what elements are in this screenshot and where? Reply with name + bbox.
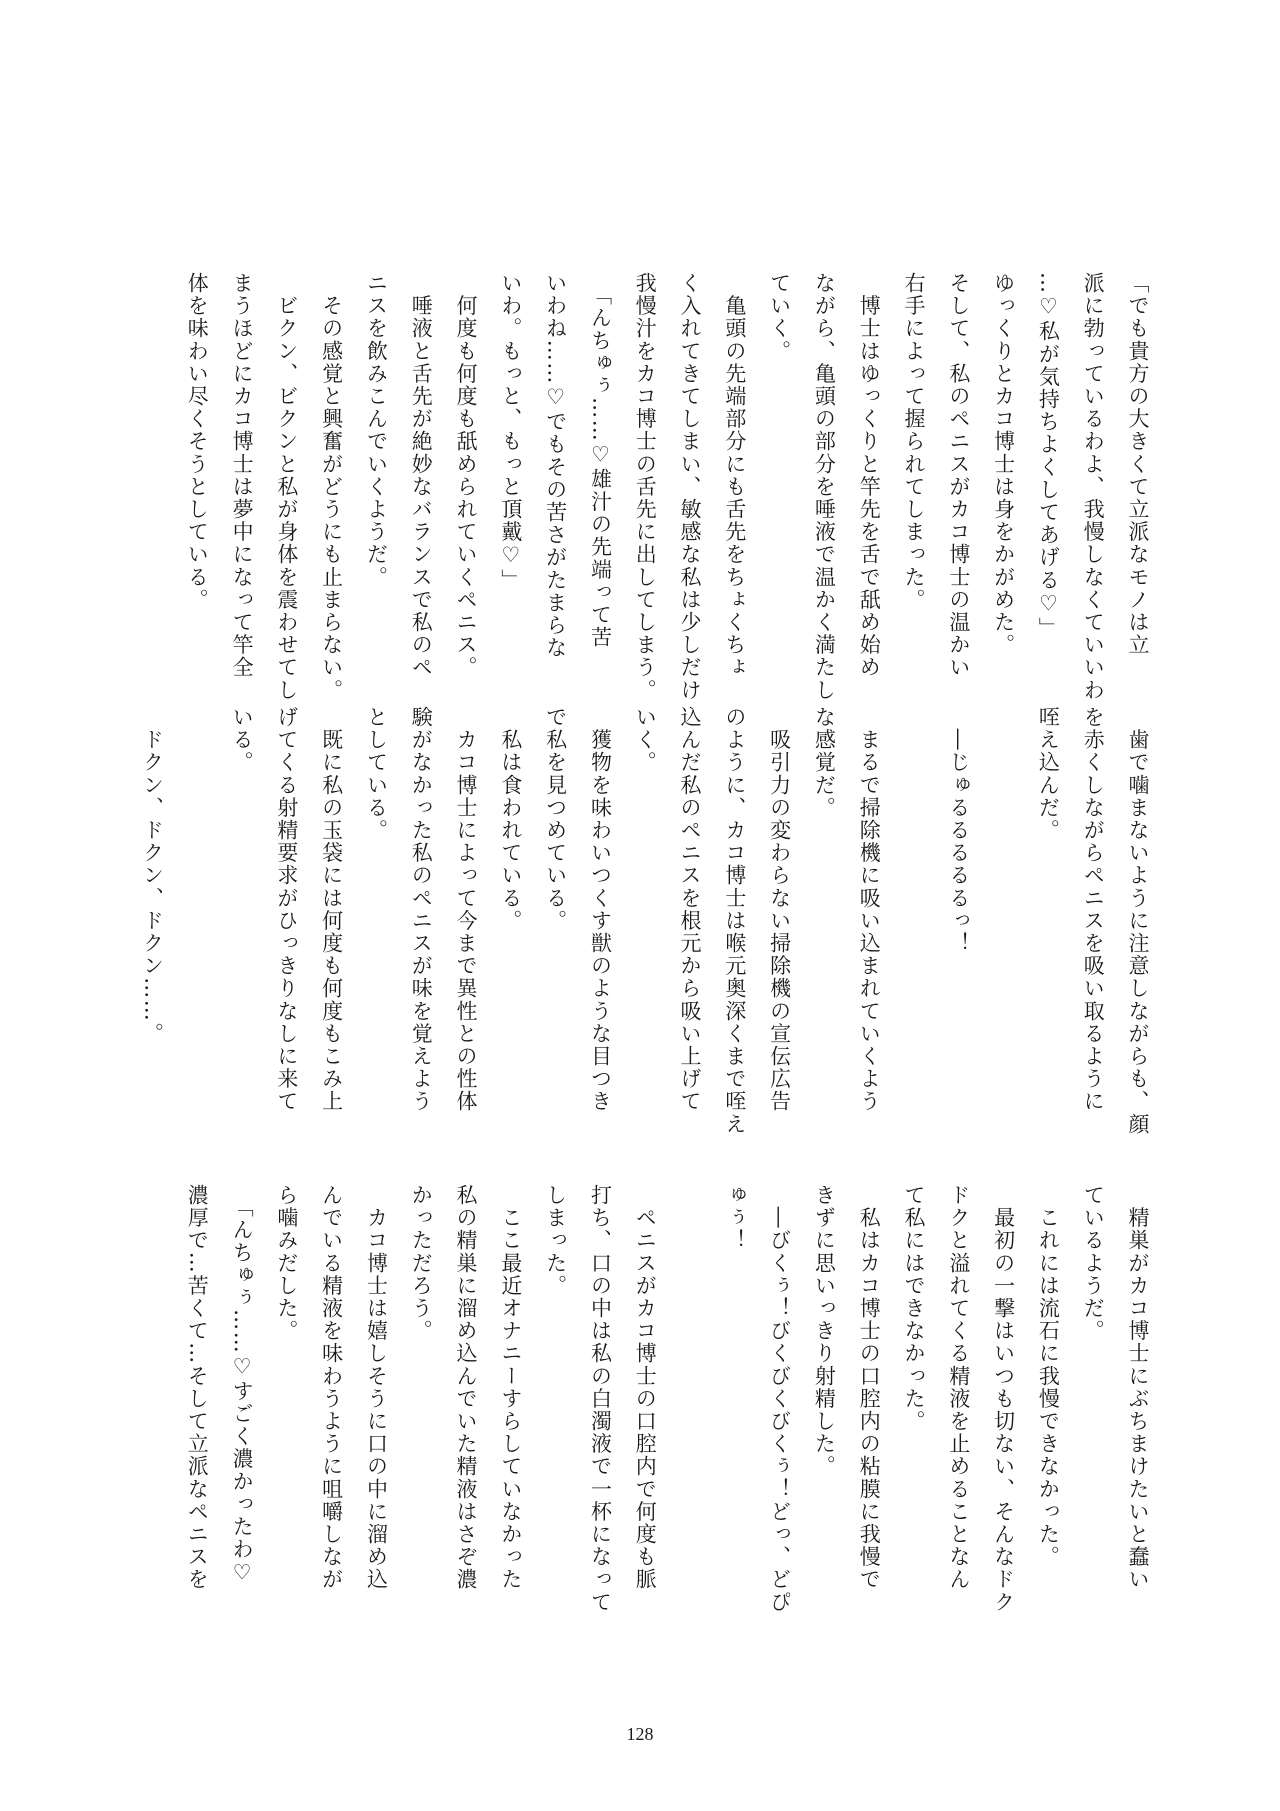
text-line: 打ち、口の中は私の白濁液で一杯になって: [588, 1184, 613, 1614]
text-line: ら噛みだした。: [274, 1184, 299, 1343]
text-line: げてくる射精要求がひっきりなしに来て: [274, 706, 299, 1113]
text-block-middle: [140, 706, 1160, 1136]
text-line: を赤くしながらペニスを吸い取るように: [1081, 706, 1106, 1113]
text-line: のように、カコ博士は喉元奥深くまで咥え: [722, 706, 747, 1136]
text-line: いわ。もっと、もっと頂戴♡」: [498, 272, 523, 592]
text-line: 体を味わい尽くそうとしている。: [185, 272, 210, 611]
text-line: 最初の一撃はいつも切ない、そんなドク: [991, 1184, 1016, 1614]
text-line: ているようだ。: [1081, 1184, 1106, 1343]
text-line: 「でも貴方の大きくて立派なモノは立: [1126, 272, 1150, 657]
text-line: 私の精巣に溜め込んでいた精液はさぞ濃: [454, 1184, 479, 1591]
text-line: んでいる精液を味わうように咀嚼しなが: [319, 1184, 344, 1591]
text-line: いく。: [633, 706, 658, 774]
text-line: 咥え込んだ。: [1036, 706, 1061, 842]
text-line: まるで掃除機に吸い込まれていくよう: [857, 706, 882, 1113]
text-line: ゅぅ！: [722, 1184, 747, 1252]
text-line: で私を見つめている。: [543, 706, 568, 932]
text-line: 歯で噛まないように注意しながらも、顔: [1126, 706, 1150, 1136]
text-line: く入れてきてしまい、敏感な私は少しだけ: [678, 272, 703, 702]
text-line: きずに思いっきり射精した。: [812, 1184, 837, 1478]
text-line: 既に私の玉袋には何度も何度もこみ上: [319, 706, 344, 1113]
text-line: その感覚と興奮がどうにも止まらない。: [319, 272, 344, 702]
text-line: [981, 706, 1026, 1126]
page-number: 128: [626, 1724, 654, 1744]
text-line: ―びくぅ！びくびくびくぅ！どっ、どぴ: [767, 1184, 792, 1614]
text-line: 「んちゅぅ……♡すごく濃かったわ♡: [230, 1184, 255, 1587]
text-line: 精巣がカコ博士にぶちまけたいと蠢い: [1126, 1184, 1150, 1591]
text-line: 込んだ私のペニスを根元から吸い上げて: [678, 706, 703, 1113]
text-line: かっただろう。: [409, 1184, 434, 1343]
text-line: そして、私のペニスがカコ博士の温かい: [946, 272, 971, 679]
text-line: [174, 706, 219, 1126]
text-line: としている。: [364, 706, 389, 842]
text-line: 験がなかった私のペニスが味を覚えよう: [409, 706, 434, 1113]
text-line: ビクン、ビクンと私が身体を震わせてし: [274, 272, 299, 702]
text-line: 亀頭の先端部分にも舌先をちょくちょ: [722, 272, 747, 679]
text-line: 派に勃っているわよ、我慢しなくていいわ: [1081, 272, 1106, 702]
text-line: ニスを飲みこんでいくようだ。: [364, 272, 389, 589]
text-line: カコ博士によって今まで異性との性体: [454, 706, 479, 1113]
text-line: いわね……♡でもその苦さがたまらな: [543, 272, 568, 660]
text-line: 我慢汁をカコ博士の舌先に出してしまう。: [633, 272, 658, 702]
text-line: …♡私が気持ちよくしてあげる♡」: [1036, 272, 1061, 640]
text-block-top: [170, 272, 1160, 702]
text-line: ゆっくりとカコ博士は身をかがめた。: [991, 272, 1016, 657]
text-line: て私にはできなかった。: [902, 1184, 927, 1433]
text-line: 博士はゆっくりと竿先を舌で舐め始め: [857, 272, 882, 679]
text-line: これには流石に我慢できなかった。: [1036, 1184, 1061, 1569]
text-line: ながら、亀頭の部分を唾液で温かく満たし: [812, 272, 837, 702]
text-line: 私はカコ博士の口腔内の粘膜に我慢で: [857, 1184, 882, 1591]
text-line: ドクと溢れてくる精液を止めることなん: [946, 1184, 971, 1591]
text-line: 唾液と舌先が絶妙なバランスで私のペ: [409, 272, 434, 679]
text-line: な感覚だ。: [812, 706, 837, 819]
text-line: 私は食われている。: [498, 706, 523, 932]
text-line: ドクン、ドクン、ドクン……。: [140, 706, 165, 1045]
text-line: 右手によって握られてしまった。: [902, 272, 927, 611]
text-line: 濃厚で…苦くて…そして立派なペニスを: [185, 1184, 210, 1591]
text-line: ていく。: [767, 272, 792, 363]
text-block-bottom: [170, 1184, 1160, 1614]
text-line: カコ博士は嬉しそうに口の中に溜め込: [364, 1184, 389, 1591]
text-line: [667, 1184, 712, 1604]
text-line: しまった。: [543, 1184, 568, 1297]
text-line: ペニスがカコ博士の口腔内で何度も脈: [633, 1184, 658, 1591]
text-line: 獲物を味わいつくす獣のような目つき: [588, 706, 613, 1113]
text-line: まうほどにカコ博士は夢中になって竿全: [230, 272, 255, 679]
text-line: 「んちゅぅ……♡雄汁の先端って苦: [588, 272, 613, 649]
text-line: [891, 706, 936, 1126]
text-line: 吸引力の変わらない掃除機の宣伝広告: [767, 706, 792, 1113]
text-line: ―じゅるるるるるっ！: [946, 706, 971, 955]
text-line: いる。: [230, 706, 255, 774]
text-line: ここ最近オナニーすらしていなかった: [498, 1184, 523, 1591]
text-line: 何度も何度も舐められていくペニス。: [454, 272, 479, 679]
